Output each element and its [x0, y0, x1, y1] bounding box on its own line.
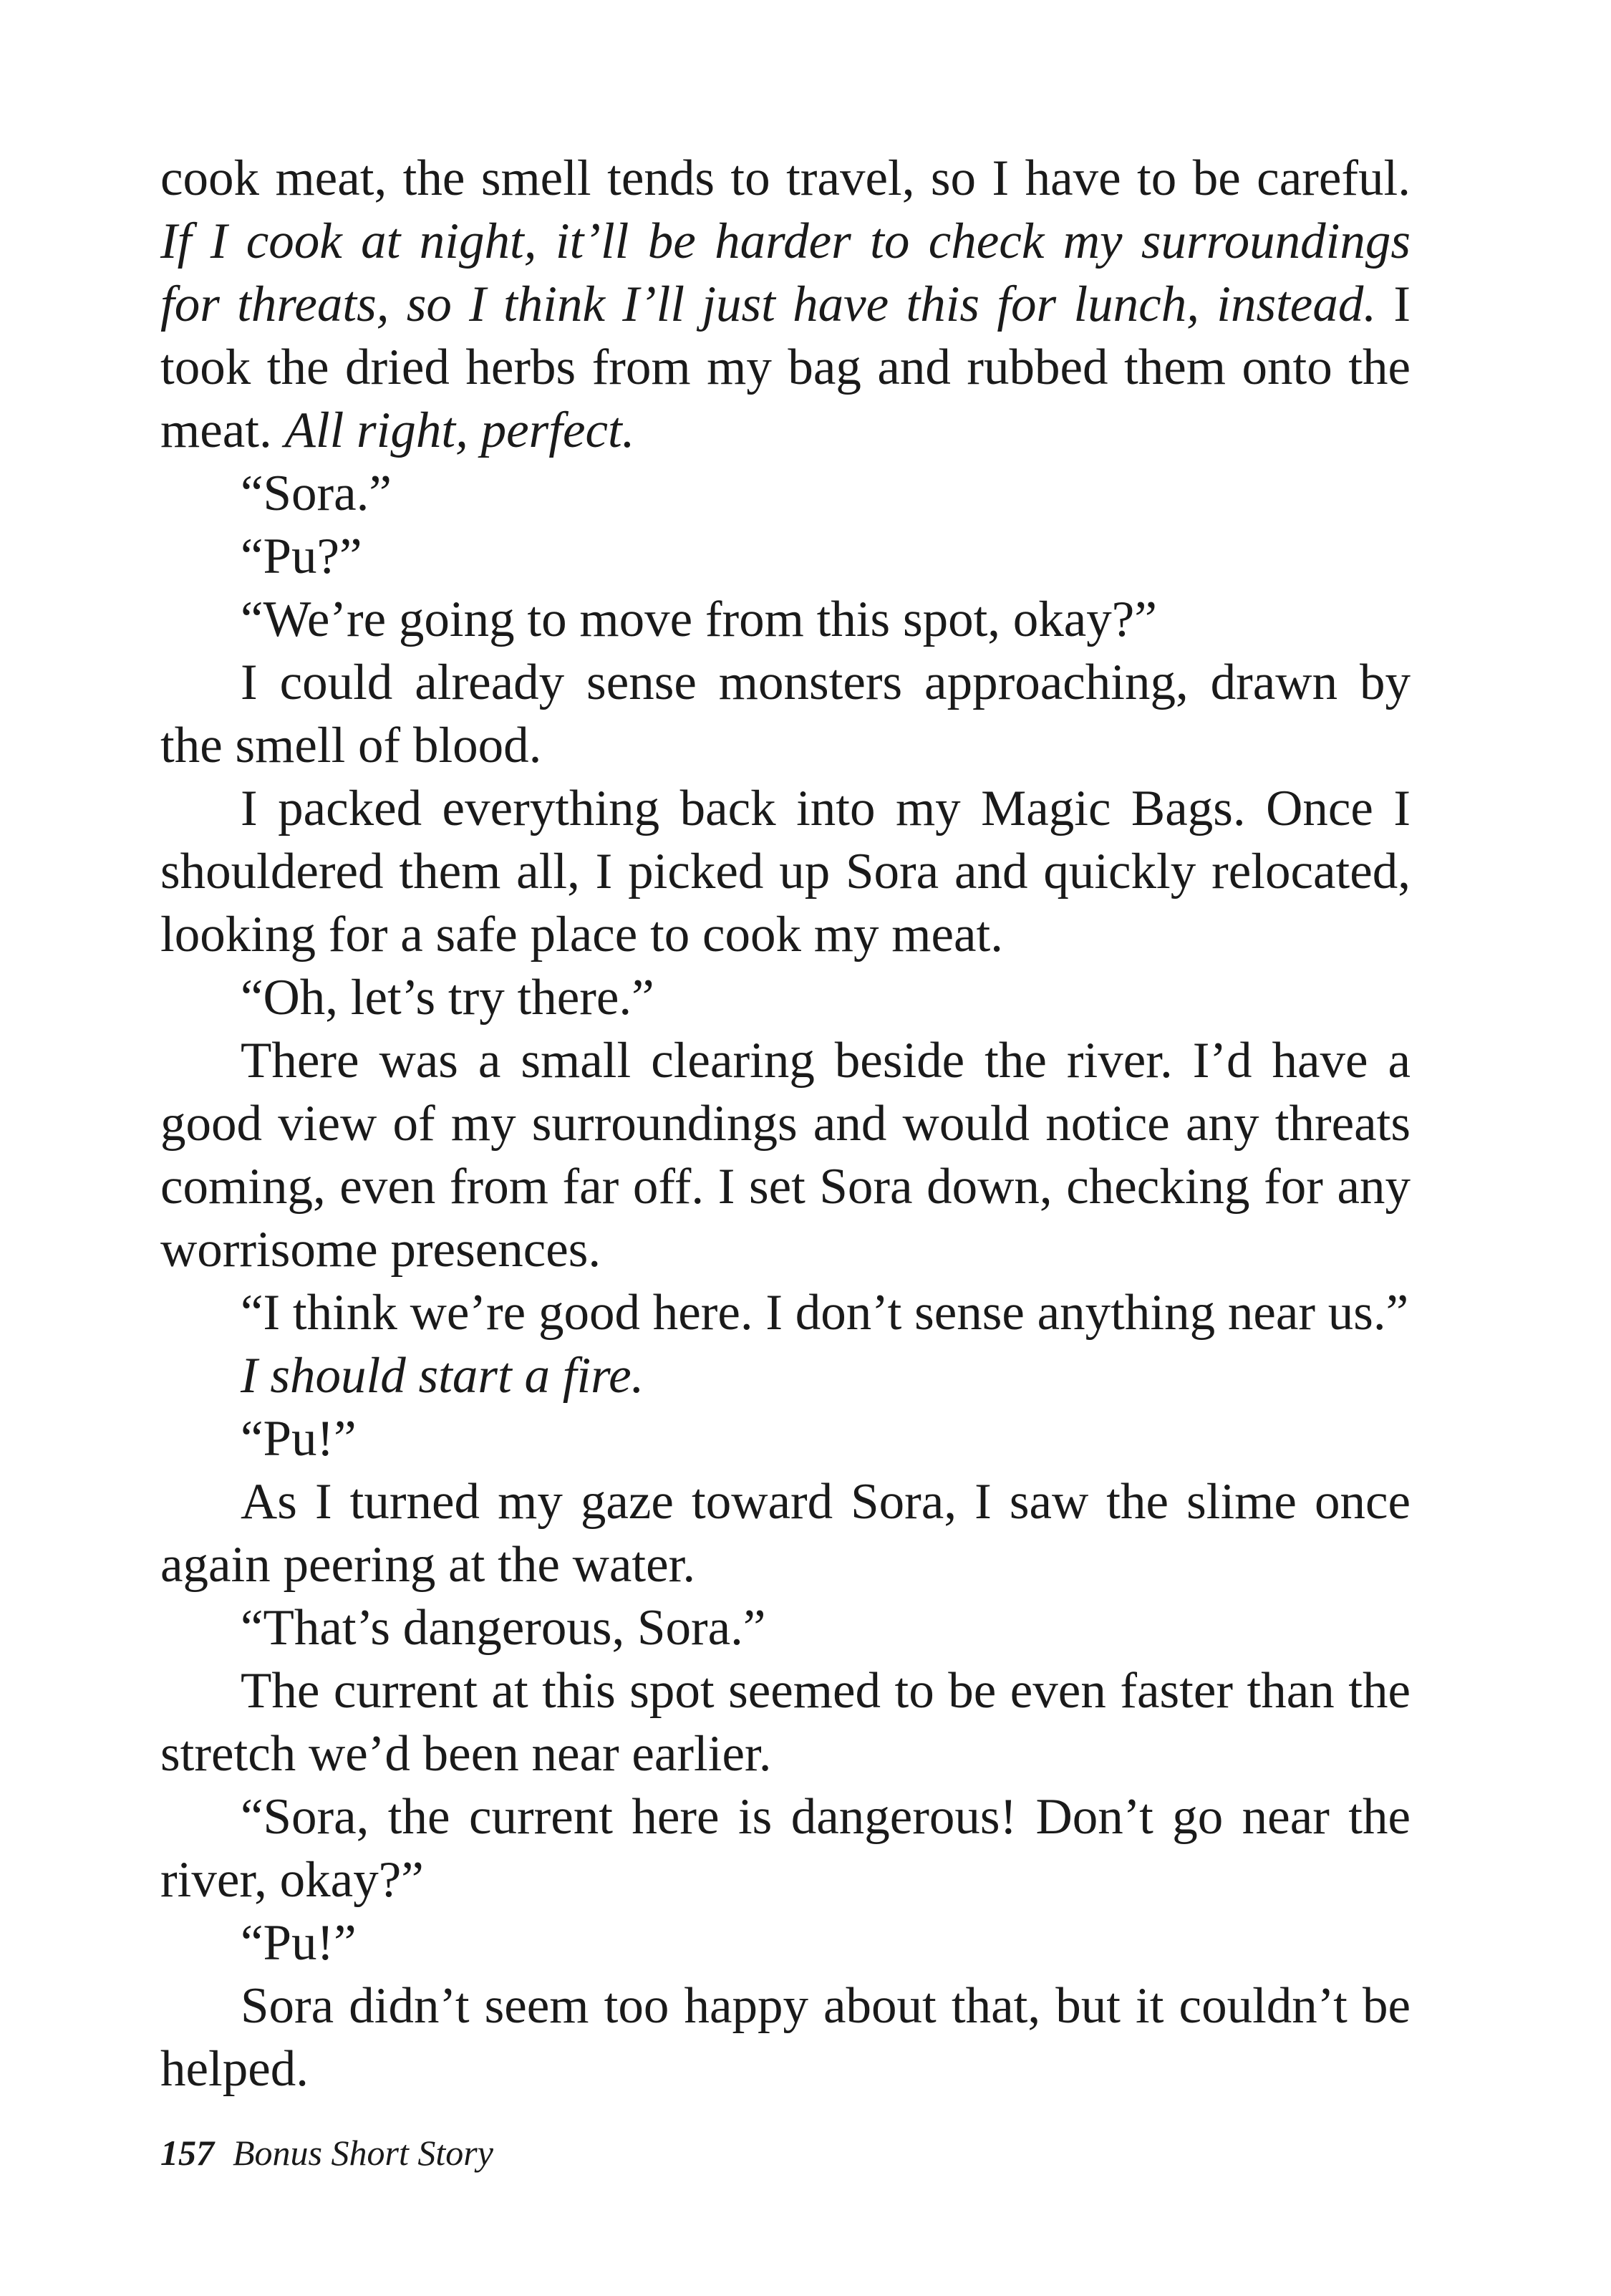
text-segment: cook meat, the smell tends to travel, so I have to be careful. — [160, 150, 1411, 206]
italic-segment: All right, perfect. — [284, 402, 635, 458]
text-segment: “Oh, let’s try there.” — [241, 970, 654, 1026]
italic-segment: If I cook at night, it’ll be harder to check my surroundings for threats, so I think I’ll just have this for lunch, instead. — [160, 213, 1411, 332]
text-segment: I could already sense monsters approaching, drawn by the smell of blood. — [160, 655, 1411, 773]
paragraph — [160, 147, 1411, 462]
text-segment: “Sora, the current here is dangerous! Don’t go near the river, okay?” — [160, 1789, 1411, 1908]
body-text — [160, 147, 1411, 2100]
page-number: 157 — [160, 2133, 214, 2173]
paragraph — [160, 777, 1411, 966]
paragraph — [160, 525, 1411, 588]
paragraph — [160, 1596, 1411, 1659]
paragraph — [160, 1344, 1411, 1407]
paragraph — [160, 1659, 1411, 1785]
text-segment: “We’re going to move from this spot, okay?” — [241, 592, 1157, 647]
text-segment: “I think we’re good here. I don’t sense anything near us.” — [241, 1285, 1409, 1341]
paragraph — [160, 462, 1411, 525]
paragraph — [160, 1911, 1411, 1974]
text-segment: I took the dried herbs from my bag and rubbed them onto the meat. — [160, 276, 1411, 458]
running-title: Bonus Short Story — [233, 2133, 493, 2173]
text-segment: As I turned my gaze toward Sora, I saw the slime once again peering at the water. — [160, 1474, 1411, 1593]
text-segment: I packed everything back into my Magic Bags. Once I shouldered them all, I picked up Sora and quickly relocated, looking for a safe place to cook my meat. — [160, 781, 1411, 963]
italic-segment: I should start a fire. — [241, 1348, 644, 1404]
paragraph — [160, 1470, 1411, 1596]
text-segment: “Pu!” — [241, 1411, 357, 1467]
text-segment: Sora didn’t seem too happy about that, but it couldn’t be helped. — [160, 1978, 1411, 2097]
paragraph — [160, 1281, 1411, 1344]
paragraph — [160, 1974, 1411, 2100]
paragraph — [160, 1029, 1411, 1281]
text-segment: There was a small clearing beside the river. I’d have a good view of my surroundings and would notice any threats coming, even from far off. I set Sora down, checking for any worrisome presences. — [160, 1033, 1411, 1278]
paragraph — [160, 588, 1411, 651]
paragraph — [160, 966, 1411, 1029]
text-segment: “That’s dangerous, Sora.” — [241, 1600, 766, 1656]
text-segment: The current at this spot seemed to be even faster than the stretch we’d been near earlier. — [160, 1663, 1411, 1782]
text-segment: “Pu!” — [241, 1915, 357, 1971]
text-segment: “Pu?” — [241, 529, 362, 584]
paragraph — [160, 1785, 1411, 1911]
text-segment: “Sora.” — [241, 466, 392, 521]
paragraph — [160, 1407, 1411, 1470]
page-footer — [160, 2131, 493, 2174]
paragraph — [160, 651, 1411, 777]
